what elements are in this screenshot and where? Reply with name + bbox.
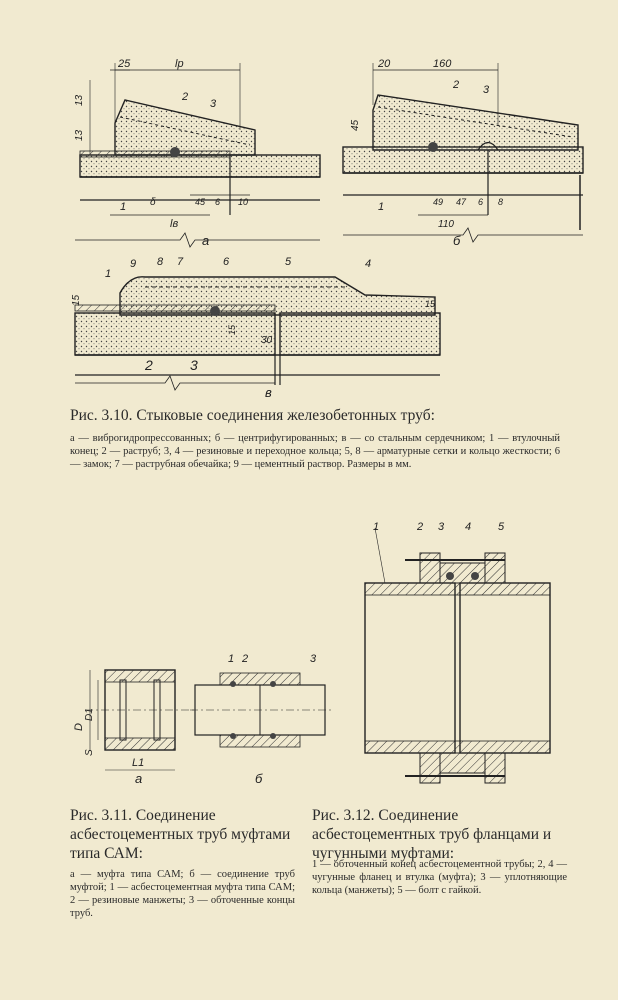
part-3: 3	[483, 84, 490, 96]
part-1: 1	[378, 201, 385, 213]
fig-3-10-caption-body: а — виброгидропрессованных; б — центрифугированных; в — со стальным сердечником; 1 — втулочный конец; 2 — раструб; 3, 4 — резиновые и переходное кольца; 5, 8 — арматурные сетки и кольцо жесткости; 6 — замок; 7 — раструбная обечайка; 9 — цементный раствор. Размеры в мм.	[70, 433, 560, 470]
part-6: 6	[223, 256, 230, 268]
part-7: 7	[177, 256, 184, 268]
fig-3-10-caption-title: Рис. 3.10. Стыковые соединения железобетонных труб:	[70, 407, 435, 424]
fig-3-10-b-drawing	[338, 55, 598, 250]
part-2: 2	[145, 357, 153, 373]
dim-160: 160	[433, 58, 452, 70]
fig-3-11-drawing	[70, 640, 340, 785]
dim-15-mid: 15	[227, 324, 237, 335]
fig-3-10-a-drawing	[70, 55, 330, 250]
dim-6: 6	[215, 197, 221, 207]
dim-lp: lp	[175, 58, 184, 70]
part-4: 4	[465, 521, 472, 533]
fig-3-11-caption-title: Рис. 3.11. Соединение асбестоцементных труб муфтами типа САМ:	[70, 807, 291, 862]
dim-49: 49	[433, 197, 444, 207]
dim-D: D	[73, 723, 85, 731]
sub-label-b: б	[453, 233, 461, 248]
fig-3-11-caption-body: а — муфта типа САМ; б — соединение труб муфтой; 1 — асбестоцементная муфта типа САМ; 2 — резиновые манжеты; 3 — обточенные концы труб.	[70, 869, 295, 919]
dim-S: S	[84, 749, 95, 756]
sub-label-a: а	[135, 771, 143, 786]
part-1: 1	[228, 653, 235, 665]
dim-8: 8	[498, 197, 504, 207]
dim-15-left: 15	[71, 294, 82, 306]
dim-10: 10	[238, 197, 249, 207]
dim-30: 30	[261, 335, 273, 346]
dim-15-right: 15	[425, 299, 436, 309]
part-3: 3	[190, 357, 198, 373]
dim-D1: D1	[84, 708, 95, 721]
sub-label-b: б	[255, 771, 263, 786]
dim-13-top: 13	[74, 94, 85, 106]
part-2: 2	[453, 79, 460, 91]
fig-3-12-drawing	[355, 518, 565, 793]
dim-delta: δ	[150, 197, 156, 208]
part-2: 2	[242, 653, 249, 665]
dim-47: 47	[456, 197, 467, 207]
part-1: 1	[120, 201, 127, 213]
dim-lv: lв	[170, 218, 179, 230]
part-1: 1	[105, 268, 112, 280]
dim-L1: L1	[132, 757, 145, 769]
fig-3-12-caption-title: Рис. 3.12. Соединение асбестоцементных труб фланцами и чугунными муфтами:	[312, 807, 552, 862]
part-2: 2	[182, 91, 189, 103]
part-5: 5	[285, 256, 292, 268]
part-8: 8	[157, 256, 164, 268]
sub-label-a: а	[202, 233, 210, 248]
part-3: 3	[210, 98, 217, 110]
dim-20: 20	[378, 58, 391, 70]
dim-6: 6	[478, 197, 484, 207]
dim-13-mid: 13	[74, 129, 85, 141]
fig-3-12-caption-body: 1 — обточенный конец асбестоцементной трубы; 2, 4 — чугунные фланец и втулка (муфта); 3 — уплотняющие кольца (манжеты); 5 — болт с гайкой.	[312, 859, 567, 896]
sub-label-v: в	[265, 385, 272, 400]
dim-25: 25	[118, 58, 131, 70]
part-3: 3	[438, 521, 445, 533]
part-2: 2	[417, 521, 424, 533]
fig-3-10-v-drawing	[65, 255, 445, 400]
dim-45: 45	[195, 197, 206, 207]
dim-45: 45	[350, 119, 361, 131]
part-1: 1	[373, 521, 380, 533]
part-4: 4	[365, 258, 372, 270]
part-9: 9	[130, 258, 137, 270]
part-3: 3	[310, 653, 317, 665]
dim-110: 110	[438, 219, 454, 230]
part-5: 5	[498, 521, 505, 533]
